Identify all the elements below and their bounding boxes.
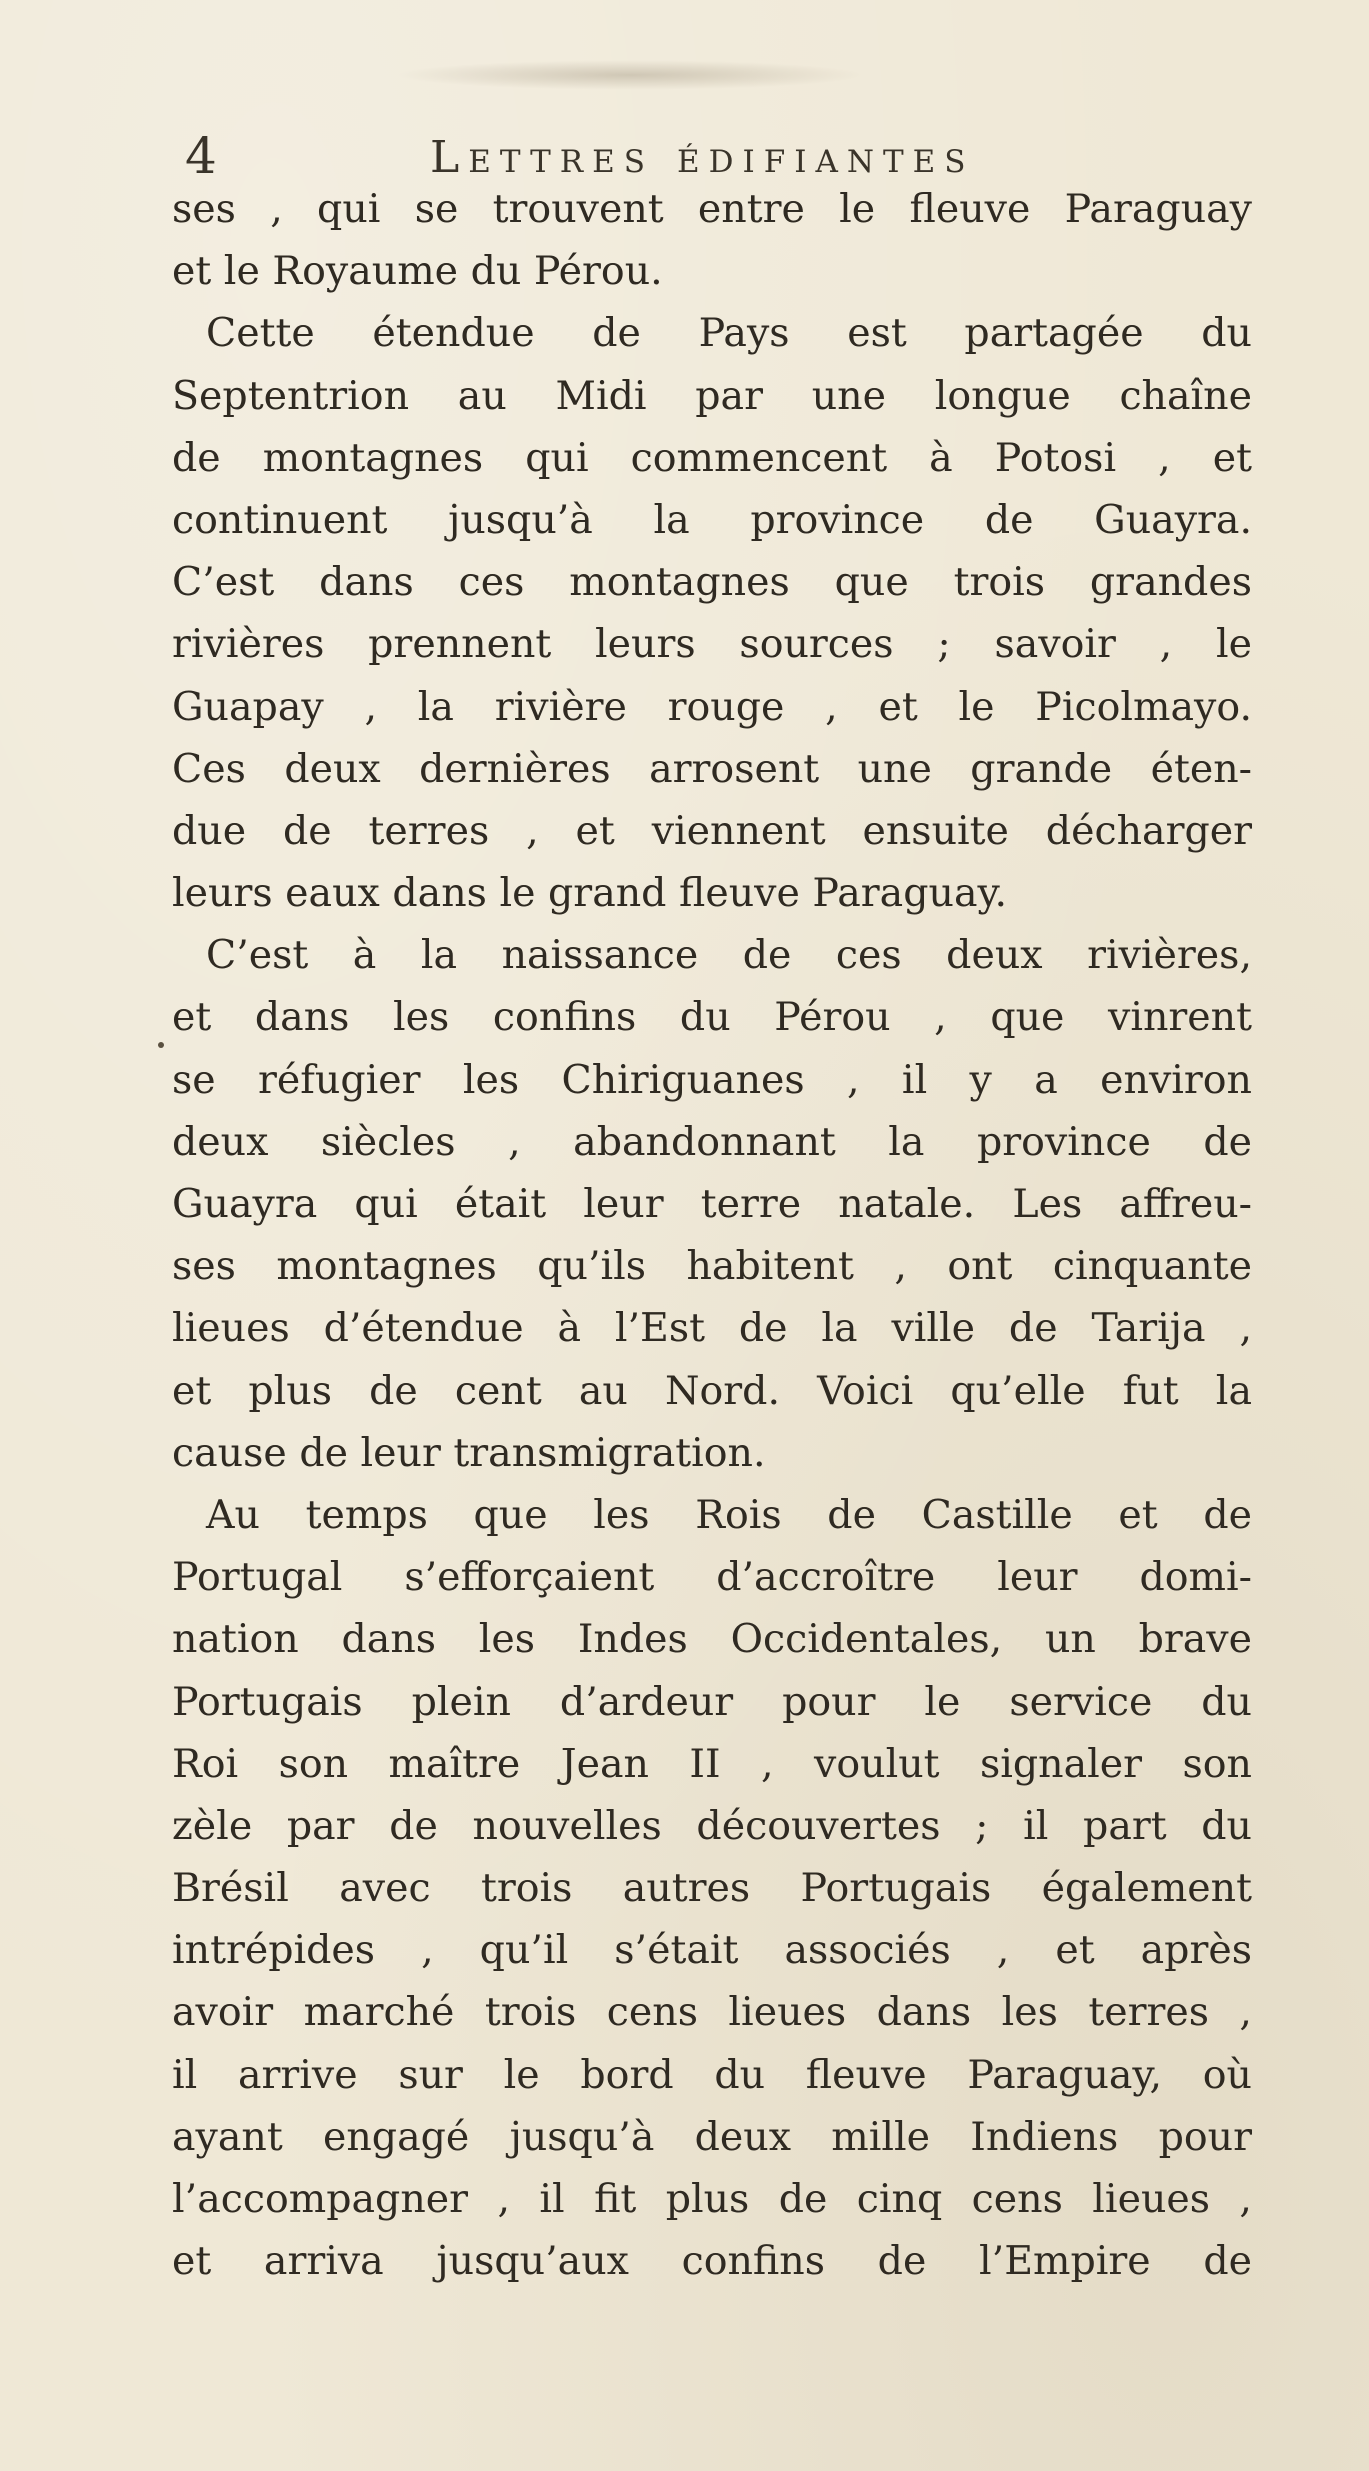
text-line: Roi son maître Jean II , voulut signaler son (172, 1740, 1252, 1787)
text-line: nation dans les Indes Occidentales, un brave (172, 1616, 1252, 1663)
text-line: Ces deux dernières arrosent une grande éten- (172, 745, 1252, 792)
text-line: Guayra qui était leur terre natale. Les affreu- (172, 1181, 1252, 1227)
text-line: et arriva jusqu’aux confins de l’Empire de (172, 2238, 1252, 2285)
text-line: Portugal s’efforçaient d’accroître leur domi- (172, 1554, 1252, 1601)
text-line: leurs eaux dans le grand fleuve Paraguay. (172, 870, 1008, 917)
text-line: continuent jusqu’à la province de Guayra. (172, 496, 1252, 543)
text-line: C’est dans ces montagnes que trois grandes (172, 559, 1252, 606)
text-line: de montagnes qui commencent à Potosi , et (172, 434, 1252, 481)
text-line: et dans les confins du Pérou , que vinrent (172, 994, 1252, 1041)
text-line: ayant engagé jusqu’à deux mille Indiens pour (172, 2113, 1252, 2160)
text-line: et le Royaume du Pérou. (172, 248, 663, 295)
text-line: l’accompagner , il fit plus de cinq cens lieues , (172, 2176, 1252, 2222)
running-title: Lettres édifiantes (430, 132, 975, 183)
text-line: Septentrion au Midi par une longue chaîne (172, 372, 1252, 419)
text-line: due de terres , et viennent ensuite décharger (172, 807, 1252, 854)
text-line: Guapay , la rivière rouge , et le Picolmayo. (172, 683, 1252, 730)
text-line: se réfugier les Chiriguanes , il y a environ (172, 1056, 1252, 1103)
text-line: ses , qui se trouvent entre le fleuve Paraguay (172, 186, 1252, 232)
text-line: intrépides , qu’il s’était associés , et après (172, 1927, 1252, 1974)
text-line: ses montagnes qu’ils habitent , ont cinquante (172, 1243, 1252, 1290)
text-line: Portugais plein d’ardeur pour le service du (172, 1678, 1252, 1725)
text-line: avoir marché trois cens lieues dans les terres , (172, 1989, 1252, 2036)
text-line: et plus de cent au Nord. Voici qu’elle fut la (172, 1367, 1252, 1414)
text-line: lieues d’étendue à l’Est de la ville de Tarija , (172, 1305, 1252, 1352)
margin-dot (158, 1042, 164, 1048)
text-line: cause de leur transmigration. (172, 1429, 766, 1476)
text-line: Au temps que les Rois de Castille et de (206, 1491, 1252, 1538)
text-line: zèle par de nouvelles découvertes ; il part du (172, 1802, 1252, 1849)
text-line: rivières prennent leurs sources ; savoir , le (172, 621, 1252, 668)
text-line: C’est à la naissance de ces deux rivières, (206, 932, 1252, 979)
text-line: deux siècles , abandonnant la province de (172, 1118, 1252, 1165)
text-line: il arrive sur le bord du fleuve Paraguay, où (172, 2051, 1252, 2098)
page-number: 4 (185, 127, 217, 185)
body-text (172, 178, 1252, 2292)
text-line: Cette étendue de Pays est partagée du (206, 310, 1252, 357)
ink-smudge (395, 60, 865, 90)
text-line: Brésil avec trois autres Portugais également (172, 1865, 1252, 1912)
